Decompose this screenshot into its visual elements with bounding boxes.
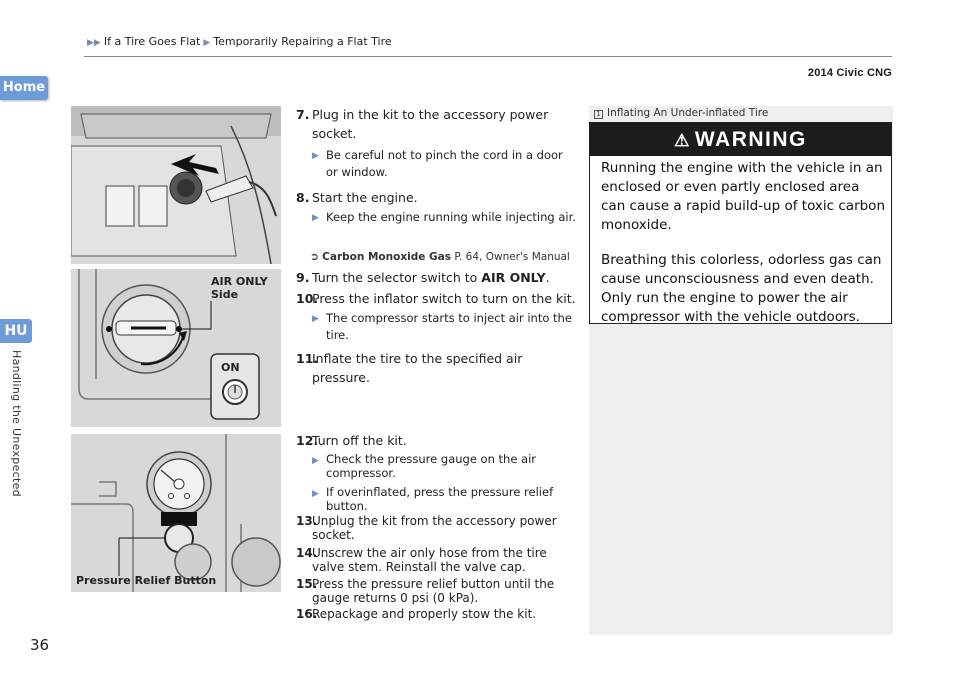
warning-header [590,123,891,156]
step-text-part: Turn the selector switch to [312,270,482,285]
step-12-note-1 [312,452,577,480]
step-number: 15. [296,577,318,591]
step-text: Inflate the tire to the specified air pressure. [312,351,523,385]
step-number: 11. [296,351,319,366]
link-arrow-icon: ➲ [310,251,319,263]
step-number: 7. [296,107,310,122]
sidebar-marker-icon: 1 [594,110,603,119]
step-10 [296,289,581,308]
note-text: Check the pressure gauge on the air compressor. [326,452,537,480]
figure-power-socket [71,106,281,264]
warning-box [589,122,892,324]
step-number: 12. [296,433,319,448]
on-label: ON [221,361,240,374]
triangle-bullet-icon: ▶ [312,489,319,499]
step-text: Press the inflator switch to turn on the kit. [312,291,576,306]
step-12 [296,431,581,450]
step-number: 9. [296,270,310,285]
step-number: 8. [296,190,310,205]
note-text: The compressor starts to inject air into the tire. [326,311,572,342]
note-text: Keep the engine running while injecting air. [326,210,576,224]
step-number: 13. [296,514,318,528]
figure-selector-switch [71,269,281,427]
triangle-bullet-icon: ▶ [312,314,319,324]
page-number: 36 [30,636,50,654]
step-7 [296,105,581,143]
step-8 [296,188,581,207]
sidebar-title-text: Inflating An Under-inflated Tire [607,107,769,119]
breadcrumb-item[interactable]: If a Tire Goes Flat [103,35,201,48]
step-number: 14. [296,546,318,560]
model-label: 2014 Civic CNG [807,67,892,79]
pressure-relief-label: Pressure Relief Button [76,574,217,587]
step-number: 10. [296,291,319,306]
triangle-bullet-icon: ▶ [312,213,319,223]
step-10-note [312,310,577,344]
cross-reference-link[interactable] [310,248,570,267]
breadcrumb-arrow-icon: ▶▶ [87,38,101,48]
step-16 [296,607,581,621]
step-text: Turn off the kit. [312,433,407,448]
air-only-label: AIR ONLY [211,275,268,288]
step-12-note-2 [312,485,577,513]
figure-pressure-gauge [71,434,281,592]
note-text: Be careful not to pinch the cord in a door or window. [326,148,563,179]
step-text: Unscrew the air only hose from the tire valve stem. Reinstall the valve cap. [312,546,547,574]
side-label: Side [211,288,239,301]
section-title: Handling the Unexpected [10,350,23,497]
step-text-bold: AIR ONLY [481,270,546,285]
header-divider [84,56,892,57]
step-text: Start the engine. [312,190,418,205]
sidebar-title [594,107,768,119]
note-text: If overinflated, press the pressure relief button. [326,485,554,513]
step-7-note [312,147,577,181]
breadcrumb [84,35,392,48]
step-13 [296,514,581,542]
triangle-bullet-icon: ▶ [312,456,319,466]
section-tab[interactable]: HU [0,319,32,343]
breadcrumb-arrow-icon: ▶ [203,38,211,48]
warning-paragraph: Breathing this colorless, odorless gas can cause unconsciousness and even death. Only run the engine to power the air compressor with the vehicle outdoors. [601,252,882,325]
step-9 [296,268,581,287]
step-15 [296,577,581,605]
step-14 [296,546,581,574]
ref-title: Carbon Monoxide Gas [322,251,451,263]
step-text: Unplug the kit from the accessory power socket. [312,514,557,542]
triangle-bullet-icon: ▶ [312,151,319,161]
step-11 [296,349,581,387]
home-button[interactable]: Home [0,76,48,100]
step-text: Plug in the kit to the accessory power socket. [312,107,549,141]
step-text: Press the pressure relief button until the gauge returns 0 psi (0 kPa). [312,577,555,605]
step-text-part: . [545,270,550,285]
ref-page: P. 64, Owner's Manual [454,251,570,263]
step-text [312,268,577,287]
step-number: 16. [296,607,318,621]
warning-body [601,159,886,343]
warning-paragraph: Running the engine with the vehicle in an enclosed or even partly enclosed area can cause a rapid build-up of toxic carbon monoxide. [601,160,886,233]
warning-triangle-icon: ⚠ [674,131,691,150]
step-text: Repackage and properly stow the kit. [312,607,537,621]
warning-heading: WARNING [694,128,807,151]
step-8-note [312,209,577,226]
breadcrumb-item[interactable]: Temporarily Repairing a Flat Tire [213,35,392,48]
